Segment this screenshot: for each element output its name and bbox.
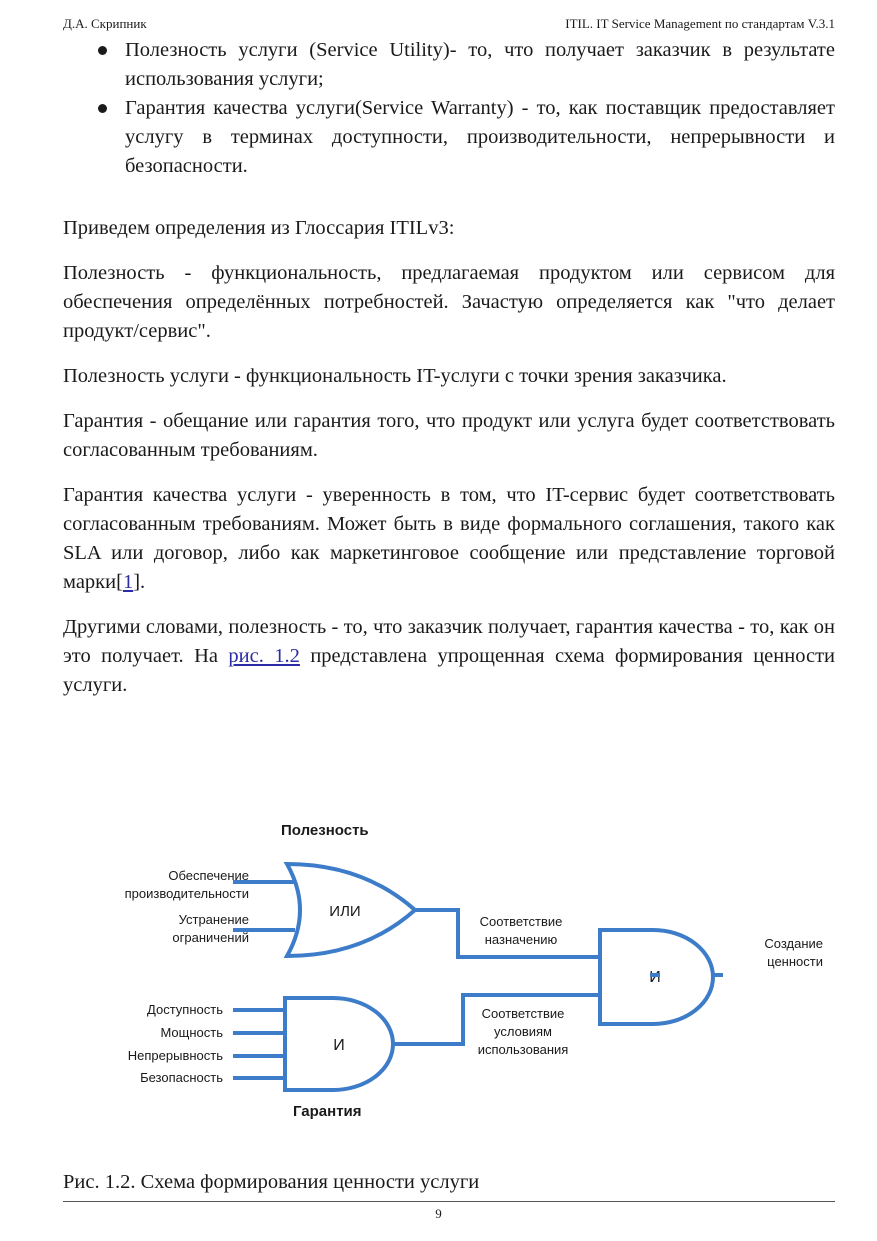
paragraph-service-warranty-definition	[63, 481, 835, 597]
header-book-title: ITIL. IT Service Management по стандартам V.3.1	[565, 16, 835, 31]
input-label-performance-line1: Обеспечение	[168, 868, 249, 883]
value-creation-diagram	[63, 812, 661, 1146]
bullet-text: Полезность услуги (Service Utility)- то, что получает заказчик в результате использования услуги;	[125, 39, 835, 90]
diagram-labels	[125, 822, 661, 1120]
input-label-security: Безопасность	[140, 1070, 223, 1085]
figure-link[interactable]: рис. 1.2	[228, 645, 300, 667]
paragraph-summary	[63, 613, 835, 700]
output-label-line1: Создание	[764, 936, 823, 951]
or-gate-label: ИЛИ	[329, 903, 361, 920]
input-label-continuity: Непрерывность	[127, 1048, 223, 1063]
footer-divider	[63, 1201, 835, 1202]
input-label-performance-line2: производительности	[124, 886, 249, 901]
paragraph-text: Гарантия качества услуги - уверенность в том, что IT-сервис будет соответствовать согласованным требованиям. Может быть в виде формального соглашения, такого как SLA или договор, либо как маркетинговое сообщение или представление торговой марки[	[63, 484, 835, 593]
paragraph-text: ].	[133, 571, 146, 593]
output-label-line2: ценности	[767, 954, 823, 969]
fit-for-use-line3: использования	[477, 1042, 569, 1057]
and-gate-value-label: И	[649, 969, 661, 986]
input-label-capacity: Мощность	[160, 1025, 223, 1040]
diagram-title-warranty: Гарантия	[293, 1103, 362, 1120]
paragraph-text: Другими словами, полезность - то, что заказчик получает, гарантия качества - то, как он это получает. На	[63, 616, 835, 667]
input-label-constraints-line1: Устранение	[178, 912, 249, 927]
bullet-list	[63, 36, 835, 181]
header-author: Д.А. Скрипник	[63, 16, 147, 31]
figure-caption: Рис. 1.2. Схема формирования ценности услуги	[63, 1171, 480, 1193]
paragraph-warranty-definition: Гарантия - обещание или гарантия того, что продукт или услуга будет соответствовать согласованным требованиям.	[63, 410, 835, 461]
page-body	[63, 36, 835, 700]
input-label-availability: Доступность	[147, 1002, 223, 1017]
paragraph-text: представлена упрощенная схема формирования ценности услуги.	[63, 645, 835, 696]
bullet-dot-icon	[98, 46, 107, 55]
bullet-dot-icon	[98, 104, 107, 113]
fit-for-purpose-line2: назначению	[484, 932, 558, 947]
paragraph-utility-definition: Полезность - функциональность, предлагаемая продуктом или сервисом для обеспечения определённых потребностей. Зачастую определяется как "что делает продукт/сервис".	[63, 262, 835, 342]
fit-for-purpose-line1: Соответствие	[479, 914, 563, 929]
diagram-title-utility: Полезность	[281, 822, 369, 839]
fit-for-use-line1: Соответствие	[481, 1006, 565, 1021]
bullet-text: Гарантия качества услуги(Service Warranty) - то, как поставщик предоставляет услугу в терминах доступности, производительности, непрерывности и безопасности.	[125, 97, 835, 177]
fit-for-use-line2: условиям	[494, 1024, 552, 1039]
page-header	[63, 16, 835, 34]
page-number: 9	[435, 1206, 442, 1221]
paragraph-intro: Приведем определения из Глоссария ITILv3:	[63, 217, 455, 239]
input-label-constraints-line2: ограничений	[172, 930, 249, 945]
and-gate-warranty-label: И	[333, 1037, 345, 1054]
diagram-output-area	[603, 812, 835, 1146]
reference-link[interactable]: 1	[122, 571, 134, 593]
paragraph-service-utility-definition: Полезность услуги - функциональность IT-услуги с точки зрения заказчика.	[63, 365, 727, 387]
bullet-item-warranty	[63, 94, 835, 181]
bullet-item-utility	[63, 36, 835, 94]
